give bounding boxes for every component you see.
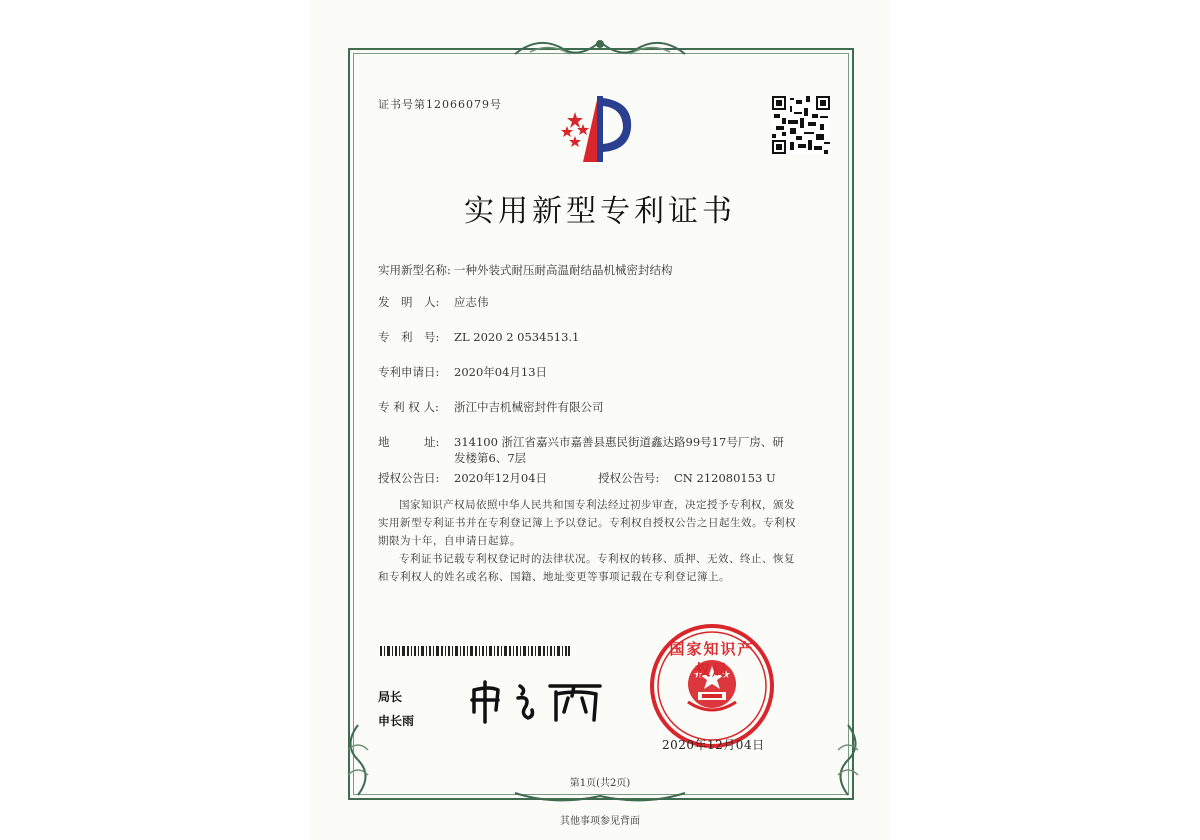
patent-office-logo-icon — [553, 92, 637, 166]
field-patent-number — [378, 329, 579, 345]
field-value: 2020年12月04日 — [454, 471, 548, 485]
field-address — [378, 434, 454, 450]
field-label: 专 利 号: — [378, 330, 440, 344]
official-seal-text — [648, 622, 776, 750]
field-inventor — [378, 294, 489, 310]
director-name: 申长雨 — [378, 714, 415, 728]
field-label: 发 明 人: — [378, 295, 440, 309]
field-value: 浙江中吉机械密封件有限公司 — [454, 400, 604, 414]
seal-date: 2020年12月04日 — [662, 738, 765, 752]
field-address-value: 314100 浙江省嘉兴市嘉善县惠民街道鑫达路99号17号厂房、研发楼第6、7层 — [454, 435, 784, 465]
field-label: 授权公告号: — [598, 471, 660, 485]
page-indicator: 第1页(共2页) — [569, 778, 631, 789]
barcode-icon — [380, 646, 570, 656]
field-label: 专利申请日: — [378, 365, 440, 379]
field-grant-number — [598, 470, 776, 486]
field-label: 实用新型名称: — [378, 263, 451, 277]
certificate-title: 实用新型专利证书 — [464, 194, 736, 229]
field-grant-date — [378, 470, 547, 486]
left-ornament-icon — [338, 720, 378, 800]
director-signature-icon — [468, 676, 608, 724]
field-value: 2020年04月13日 — [454, 365, 548, 379]
footer-note: 其他事项参见背面 — [560, 816, 640, 827]
field-value: 一种外装式耐压耐高温耐结晶机械密封结构 — [454, 263, 673, 277]
bottom-ornament-icon — [510, 788, 690, 808]
seal-text: 国家知识产权局 — [669, 640, 755, 679]
field-value: ZL 2020 2 0534513.1 — [454, 330, 580, 344]
qr-code-icon — [772, 96, 830, 154]
field-label: 授权公告日: — [378, 471, 440, 485]
paragraph-grant-statement: 国家知识产权局依照中华人民共和国专利法经过初步审查，决定授予专利权，颁发实用新型专利证书并在专利登记簿上予以登记。专利权自授权公告之日起生效。专利权期限为十年，自申请日起算。 — [378, 499, 796, 547]
top-ornament-icon — [510, 32, 690, 60]
field-value: CN 212080153 U — [674, 471, 776, 485]
field-patentee — [378, 399, 604, 415]
field-label: 专 利 权 人: — [378, 400, 439, 414]
paragraph-legal-status: 专利证书记载专利权登记时的法律状况。专利权的转移、质押、无效、终止、恢复和专利权人的姓名或名称、国籍、地址变更等事项记载在专利登记簿上。 — [378, 553, 795, 583]
director-title: 局长 — [378, 690, 403, 704]
field-value: 应志伟 — [454, 295, 489, 309]
certificate-number: 证书号第12066079号 — [378, 98, 502, 111]
field-filing-date — [378, 364, 547, 380]
field-label: 地 址: — [378, 435, 440, 449]
field-utility-model-name — [378, 262, 673, 278]
right-ornament-icon — [828, 720, 868, 800]
